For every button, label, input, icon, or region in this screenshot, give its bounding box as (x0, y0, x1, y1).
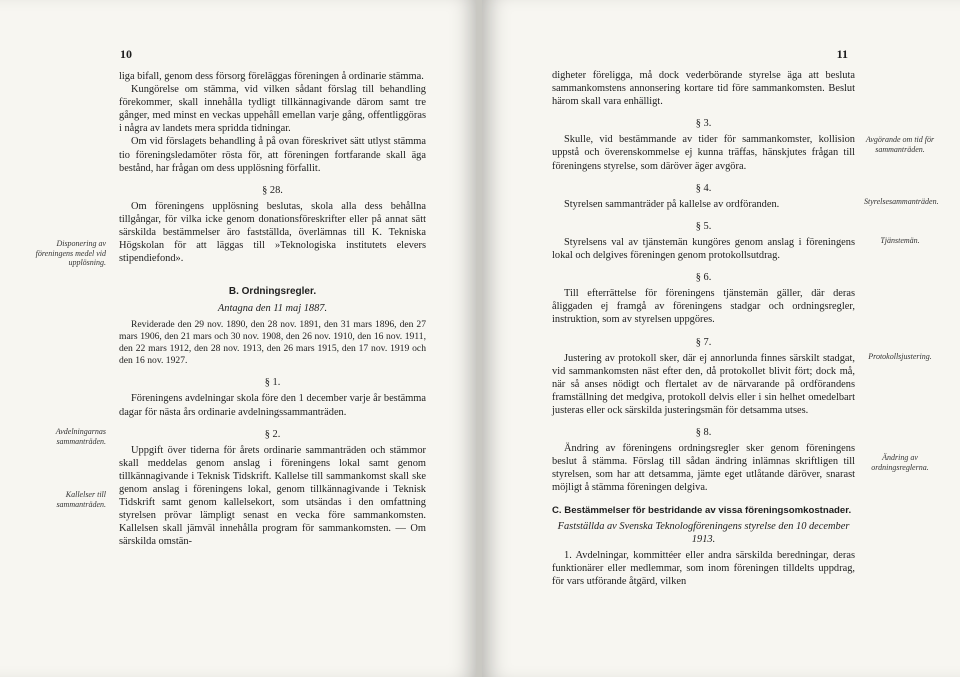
paragraph: Om föreningens upplösning beslutas, skola alla dess behållna tillgångar, för vilka icke genom donationsföreskrifter eller på annat sätt särskilda bestämmelser äro fastställda, överlämnas till K. Tekniska Högskolan för att läggas till »Teknologiska institutets elevers stipendiefond». (119, 200, 426, 265)
section-number: § 8. (695, 427, 712, 439)
paragraph: liga bifall, genom dess försorg föreläggas föreningen å ordinarie stämma. (119, 71, 424, 82)
paragraph: digheter föreligga, må dock vederbörande styrelse äga att besluta sammankomstens annonsering kortare tid före sammankomsten. Beslut härom skall vara enhälligt. (552, 70, 855, 108)
section-number: § 1. (264, 377, 281, 389)
section-number: § 28. (262, 184, 283, 196)
margin-note-disponering: Disponering av föreningens medel vid upplösning. (35, 239, 106, 267)
paragraph: Kungörelse om stämma, vid vilken sådant förslag till behandling förekommer, skall innehålla tydligt tillkännagivande därom samt tre gånger, med minst en veckas uppehåll emellan varje gång, offentliggöras i några av landets mera spridda tidningar. (119, 84, 426, 135)
section-number: § 2. (264, 428, 281, 440)
adoption-date: Antagna den 11 maj 1887. (217, 303, 328, 315)
section-number: § 5. (695, 220, 712, 232)
right-page (482, 0, 960, 677)
paragraph: Skulle, vid bestämmande av tider för sammankomster, kollision uppstå och överenskommelse ej kunna träffas, hänskjutes frågan till föreningens styrelse, som däröver äger avgöra. (552, 134, 855, 172)
paragraph: Styrelsen sammanträder på kallelse av ordföranden. (564, 198, 780, 210)
left-page (0, 0, 478, 677)
page-number: 11 (836, 47, 848, 61)
paragraph: Ändring av föreningens ordningsregler sker genom föreningens beslut å stämma. Förslag till sådan ändring inlämnas skriftligen till styrelsen, som har att detsamma, jämte eget utlåtande däröver, snarast möjligt å stämma föreningen delgiva. (552, 443, 855, 494)
adoption-note: Fastställda av Svenska Teknologföreningens styrelse den 10 december 1913. (557, 520, 850, 545)
section-number: § 4. (695, 182, 712, 194)
paragraph: Uppgift över tiderna för årets ordinarie sammanträden och stämmor skall meddelas genom anslag i föreningens lokal samt genom tillkännagivande i Teknisk Tidskrift. Kallelse till sammankomst skall ske genom anslag i föreningens lokal, genom tillkännagivande i Teknisk Tidskrift samt genom kallelsekort, som utsändas i den omfattning styrelsen prövar lämpligt senast en vecka före sammankomsten. Kallelsen skall jämväl innehålla program för sammankomsten. — Om särskilda omstän- (119, 444, 426, 548)
body-text (119, 70, 426, 548)
margin-note-avdelningarnas: Avdelningarnas sammanträden. (55, 427, 106, 446)
section-heading: B. Ordningsregler. (228, 286, 317, 298)
section-number: § 3. (695, 118, 712, 130)
paragraph: Föreningens avdelningar skola före den 1 december varje år bestämma dagar för nästa års ordinarie avdelningssammanträden. (119, 393, 426, 418)
body-text (552, 69, 855, 588)
section-heading: C. Bestämmelser för bestridande av vissa föreningsomkostnader. (552, 504, 852, 516)
margin-note-kallelser: Kallelser till sammanträden. (56, 490, 106, 509)
paragraph: Justering av protokoll sker, där ej annorlunda finnes särskilt stadgat, vid sammankomsten näst efter den, då protokollet blivit fört; dock må, när så anses nödigt och flertalet av de närvarande på ordförandens framställning det medgiva, protokoll delvis eller i sin helhet omedelbart justeras eller ock särskilda justeringsmän för detsamma utses. (552, 352, 855, 416)
paragraph: Styrelsens val av tjänstemän kungöres genom anslag i föreningens lokal och delgives föreningen genom protokollsutdrag. (552, 236, 855, 262)
margin-note-avgorande: Avgörande om tid för sammanträden. (865, 135, 935, 154)
section-number: § 6. (695, 272, 712, 284)
paragraph: 1. Avdelningar, kommittéer eller andra särskilda beredningar, deras funktionärer eller medlemmar, som inom föreningen tilldelts uppdrag, för vars utförande åtgärd, vilken (552, 549, 855, 587)
paragraph: Till efterrättelse för föreningens tjänstemän gäller, där deras åliggaden ej framgå av föreningens stadgar och ordningsregler, instruktion, som av styrelsen uppgöres. (552, 288, 855, 326)
page-number: 10 (120, 47, 132, 61)
margin-note-styrelsesammantraden: Styrelsesammanträden. (864, 197, 939, 206)
margin-note-protokollsjustering: Protokollsjustering. (868, 352, 932, 361)
revision-dates: Reviderade den 29 nov. 1890, den 28 nov. 1891, den 31 mars 1896, den 27 mars 1906, den 21 mars och 30 nov. 1908, den 26 nov. 1910, den 16 nov. 1911, den 22 mars 1912, den 28 nov. 1913, den 26 mars 1915, den 17 nov. 1919 och den 16 nov. 1927. (119, 318, 426, 367)
paragraph: Om vid förslagets behandling å på ovan föreskrivet sätt utlyst stämma tio föreningsledamöter rösta för, att föreningen fortfarande skall äga bestånd, har frågan om dess upplösning förfallit. (119, 136, 426, 174)
section-number: § 7. (695, 336, 712, 348)
margin-note-tjanstemän: Tjänstemän. (880, 236, 920, 245)
margin-note-andring: Ändring av ordningsreglerna. (871, 453, 929, 472)
